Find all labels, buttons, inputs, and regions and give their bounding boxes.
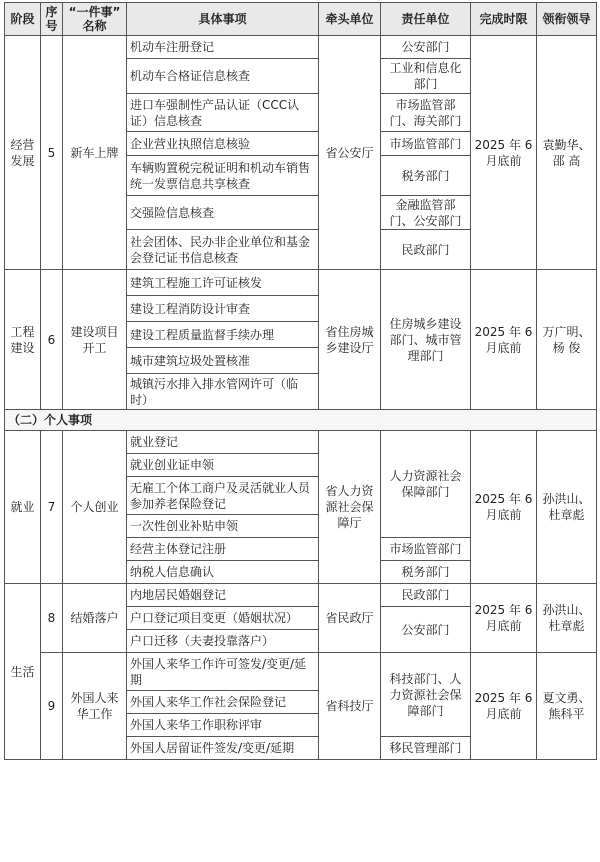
item-cell: 外国人来华工作社会保险登记 [127,691,319,714]
header-name-line1: “一件事” [68,5,121,19]
header-seq-line1: 序 [45,5,58,19]
item-cell: 内地居民婚姻登记 [127,584,319,607]
lead-cell: 省人力资源社会保障厅 [319,431,381,584]
header-deadline: 完成时限 [471,3,537,36]
item-cell: 机动车注册登记 [127,36,319,59]
affair-name-cell: 结婚落户 [63,584,127,653]
item-cell: 企业营业执照信息核验 [127,132,319,156]
leader-cell: 孙洪山、杜章彪 [537,584,597,653]
resp-cell: 市场监管部门、海关部门 [381,94,471,132]
item-cell: 城市建筑垃圾处置核准 [127,348,319,374]
seq-cell: 5 [41,36,63,270]
item-cell: 就业登记 [127,431,319,454]
stage-cell: 工程建设 [5,270,41,410]
deadline-cell: 2025 年 6 月底前 [471,653,537,760]
table-row [5,270,597,296]
item-cell: 纳税人信息确认 [127,561,319,584]
item-cell: 户口迁移（夫妻投靠落户） [127,630,319,653]
lead-cell: 省科技厅 [319,653,381,760]
resp-cell: 工业和信息化部门 [381,59,471,94]
item-cell: 进口车强制性产品认证（CCC认证）信息核查 [127,94,319,132]
item-cell: 建设工程质量监督手续办理 [127,322,319,348]
header-name [63,3,127,36]
header-seq-line2: 号 [45,19,58,33]
deadline-cell: 2025 年 6 月底前 [471,431,537,584]
seq-cell: 6 [41,270,63,410]
seq-cell: 8 [41,584,63,653]
lead-cell: 省住房城乡建设厅 [319,270,381,410]
resp-cell: 住房城乡建设部门、城市管理部门 [381,270,471,410]
affair-name-cell: 个人创业 [63,431,127,584]
affair-name-cell: 外国人来华工作 [63,653,127,760]
resp-cell: 税务部门 [381,561,471,584]
item-cell: 机动车合格证信息核查 [127,59,319,94]
affair-name-cell: 新车上牌 [63,36,127,270]
item-cell: 户口登记项目变更（婚姻状况） [127,607,319,630]
header-row [5,3,597,36]
seq-cell: 9 [41,653,63,760]
header-name-line2: 名称 [82,19,107,33]
stage-cell: 经营发展 [5,36,41,270]
item-cell: 建筑工程施工许可证核发 [127,270,319,296]
header-seq [41,3,63,36]
resp-cell: 科技部门、人力资源社会保障部门 [381,653,471,737]
resp-cell: 移民管理部门 [381,737,471,760]
item-cell: 社会团体、民办非企业单位和基金会登记证书信息核查 [127,230,319,270]
item-cell: 外国人居留证件签发/变更/延期 [127,737,319,760]
section-title: （二）个人事项 [5,410,597,431]
resp-cell: 金融监管部门、公安部门 [381,196,471,230]
item-cell: 经营主体登记注册 [127,538,319,561]
item-cell: 一次性创业补贴申领 [127,515,319,538]
resp-cell: 人力资源社会保障部门 [381,431,471,538]
stage-cell: 就业 [5,431,41,584]
lead-cell: 省公安厅 [319,36,381,270]
leader-cell: 袁勤华、邵 高 [537,36,597,270]
section-row [5,410,597,431]
seq-cell: 7 [41,431,63,584]
resp-cell: 民政部门 [381,584,471,607]
resp-cell: 税务部门 [381,156,471,196]
deadline-cell: 2025 年 6 月底前 [471,270,537,410]
header-leader: 领衔领导 [537,3,597,36]
deadline-cell: 2025 年 6 月底前 [471,36,537,270]
header-lead: 牵头单位 [319,3,381,36]
item-cell: 城镇污水排入排水管网许可（临时） [127,374,319,410]
header-item: 具体事项 [127,3,319,36]
lead-cell: 省民政厅 [319,584,381,653]
affairs-table [4,2,597,760]
table-row [5,36,597,59]
item-cell: 外国人来华工作职称评审 [127,714,319,737]
header-resp: 责任单位 [381,3,471,36]
table-row [5,584,597,607]
resp-cell: 民政部门 [381,230,471,270]
deadline-cell: 2025 年 6 月底前 [471,584,537,653]
item-cell: 交强险信息核查 [127,196,319,230]
item-cell: 外国人来华工作许可签发/变更/延期 [127,653,319,691]
item-cell: 车辆购置税完税证明和机动车销售统一发票信息共享核查 [127,156,319,196]
item-cell: 就业创业证申领 [127,454,319,477]
affair-name-cell: 建设项目开工 [63,270,127,410]
item-cell: 建设工程消防设计审查 [127,296,319,322]
resp-cell: 市场监管部门 [381,132,471,156]
leader-cell: 夏文勇、熊科平 [537,653,597,760]
table-row [5,653,597,691]
resp-cell: 公安部门 [381,36,471,59]
stage-cell: 生活 [5,584,41,760]
header-stage: 阶段 [5,3,41,36]
table-row [5,431,597,454]
leader-cell: 孙洪山、杜章彪 [537,431,597,584]
leader-cell: 万广明、杨 俊 [537,270,597,410]
resp-cell: 公安部门 [381,607,471,653]
resp-cell: 市场监管部门 [381,538,471,561]
item-cell: 无雇工个体工商户及灵活就业人员参加养老保险登记 [127,477,319,515]
